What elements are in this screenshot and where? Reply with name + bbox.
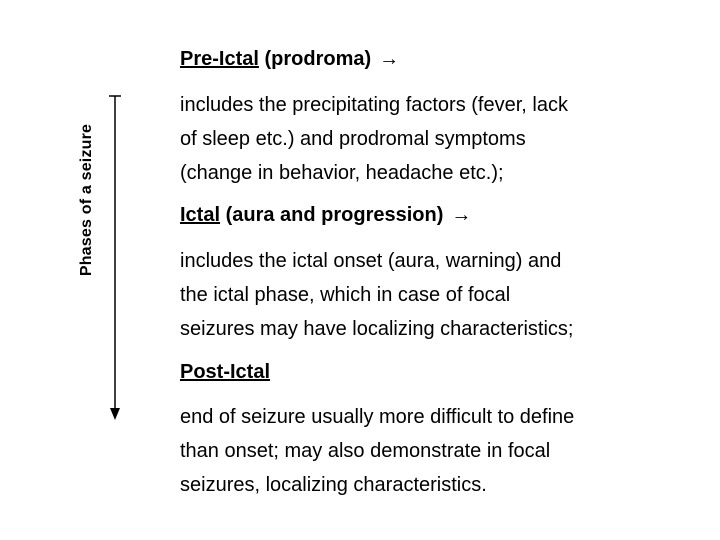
phases-axis-label: Phases of a seizure [78, 123, 95, 277]
post-ictal-heading [180, 360, 270, 384]
pre-ictal-heading [180, 47, 399, 71]
ictal-qualifier: (aura and progression) [220, 204, 444, 226]
post-ictal-description: end of seizure usually more difficult to define than onset; may also demonstrate in focal seizures, localizing characteristics. [180, 406, 575, 496]
post-ictal-title: Post-Ictal [180, 361, 271, 383]
pre-ictal-qualifier: (prodroma) [258, 48, 372, 70]
ictal-title: Ictal [180, 204, 221, 226]
pre-ictal-description: includes the precipitating factors (fever, lack of sleep etc.) and prodromal symptoms (change in behavior, headache etc.); [180, 94, 568, 184]
ictal-description: includes the ictal onset (aura, warning) and the ictal phase, which in case of focal seizures may have localizing characteristics; [180, 250, 574, 340]
timeline-arrow [107, 90, 123, 422]
arrow-right-icon: → [451, 204, 472, 226]
ictal-heading [180, 203, 471, 227]
pre-ictal-title: Pre-Ictal [180, 48, 259, 70]
arrow-right-icon: → [379, 48, 400, 70]
